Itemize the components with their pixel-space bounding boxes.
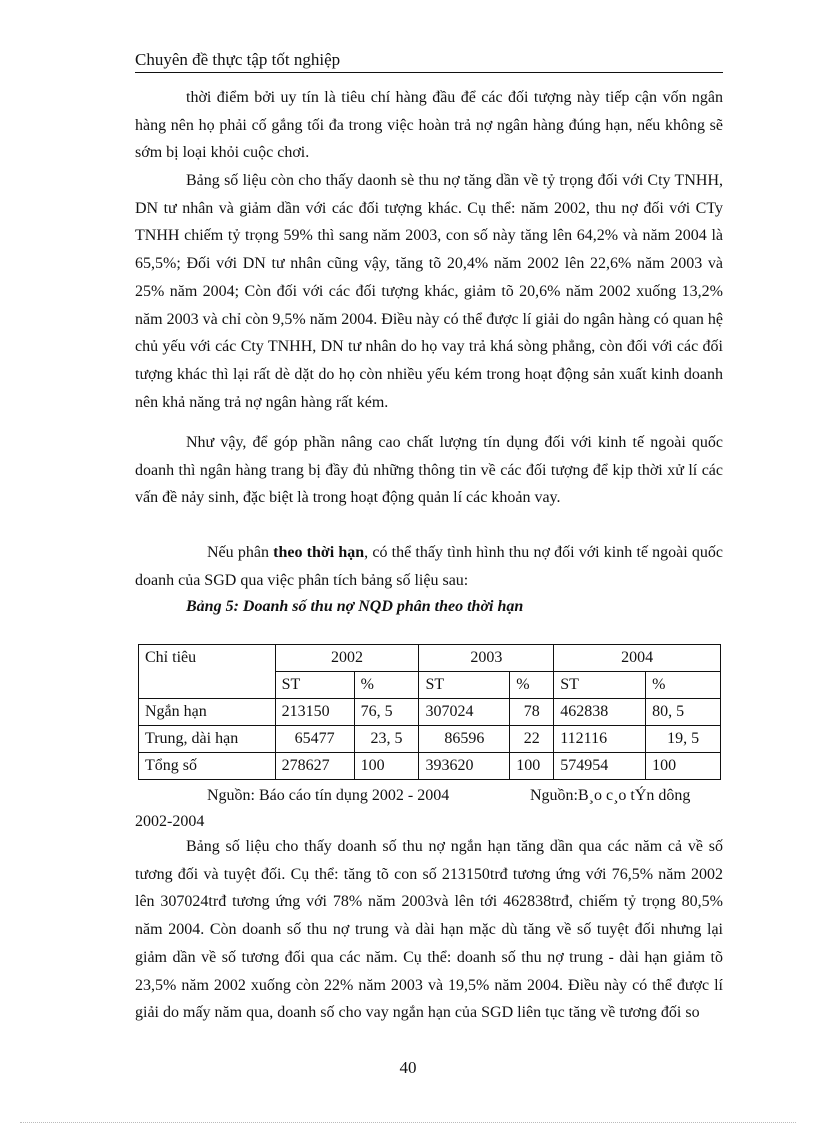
table-cell: 393620 (419, 753, 510, 780)
table-cell: 100 (646, 753, 721, 780)
table-cell: 213150 (275, 699, 354, 726)
paragraph-3: Như vậy, để góp phần nâng cao chất lượng tín dụng đối với kinh tế ngoài quốc doanh thì ngân hàng trang bị đầy đủ những thông tin về các đối tượng để kịp thời xử lí các vấn đề nảy sinh, đặc biệt là trong hoạt động quản lí các khoản vay. (135, 434, 723, 507)
table-cell: 307024 (419, 699, 510, 726)
table-cell: 19, 5 (646, 726, 721, 753)
source-text: Nguồn: Báo cáo tín dụng 2002 - 2004 (207, 787, 450, 804)
table-cell: 100 (510, 753, 554, 780)
table-cell: 574954 (554, 753, 646, 780)
data-table (138, 644, 721, 780)
table-cell: 23, 5 (354, 726, 419, 753)
table-cell: 112116 (554, 726, 646, 753)
paragraph-4-start: Nếu phân (207, 544, 274, 561)
subheader-st: ST (554, 672, 646, 699)
row-label: Trung, dài hạn (139, 726, 276, 753)
page-header (135, 49, 723, 73)
table-cell: 80, 5 (646, 699, 721, 726)
paragraph-4-bold: theo thời hạn (273, 544, 365, 561)
subheader-st: ST (275, 672, 354, 699)
table-row (139, 753, 721, 780)
year-2002-header: 2002 (275, 645, 419, 672)
paragraph-4 (135, 539, 723, 594)
paragraph-1: thời điểm bởi uy tín là tiêu chí hàng đầu để các đối tượng này tiếp cận vốn ngân hàng nên họ phải cố gắng tối đa trong việc hoàn trả nợ ngân hàng đúng hạn, nếu không sẽ sớm bị loại khỏi cuộc chơi. (135, 89, 723, 162)
subheader-percent: % (646, 672, 721, 699)
header-title: Chuyên đề thực tập tốt nghiệp (135, 50, 341, 69)
paragraph-2: Bảng số liệu còn cho thấy daonh sè thu nợ tăng dần về tỷ trọng đối với Cty TNHH, DN tư nhân và giảm dần với các đối tượng khác. Cụ thể: năm 2002, thu nợ đối với CTy TNHH chiếm tỷ trọng 59% thì sang năm 2003, con số này tăng lên 64,2% và năm 2004 là 65,5%; Đối với DN tư nhân cũng vậy, tăng tõ 20,4% năm 2002 lên 22,6% năm 2003 và 25% năm 2004; Còn đối với các đối tượng khác, giảm tõ 20,6% năm 2002 xuống 13,2% năm 2003 và chỉ còn 9,5% năm 2004. Điều này có thể được lí giải do ngân hàng có quan hệ chủ yếu với các Cty TNHH, DN tư nhân do họ vay trả khá sòng phẳng, còn đối với các đối tượng khác thì lại rất dè dặt do họ còn nhiều yếu kém trong hoạt động sản xuất kinh doanh nên khả năng trả nợ ngân hàng rất kém. (135, 172, 723, 411)
subheader-percent: % (354, 672, 419, 699)
table-cell: 65477 (275, 726, 354, 753)
row-label: Tổng số (139, 753, 276, 780)
table-row (139, 699, 721, 726)
year-2004-header: 2004 (554, 645, 721, 672)
paragraph-5: Bảng số liệu cho thấy doanh số thu nợ ngắn hạn tăng dần qua các năm cả về số tương đối và tuyệt đối. Cụ thể: tăng tõ con số 213150trđ tương ứng với 76,5% năm 2002 lên 307024trđ tương ứng với 78% năm 2003và lên tới 462838trđ, chiếm tỷ trọng 80,5% năm 2004. Còn doanh số thu nợ trung và dài hạn mặc dù tăng về số tuyệt đối nhưng lại giảm dần về số tương đối qua các năm. Cụ thể: doanh số thu nợ trung - dài hạn giảm tõ 23,5% năm 2002 xuống còn 22% năm 2003 và 19,5% năm 2004. Điều này có thể được lí giải do mấy năm qua, doanh số cho vay ngắn hạn của SGD liên tục tăng về tương đối so (135, 838, 723, 1022)
table-cell: 100 (354, 753, 419, 780)
subheader-st: ST (419, 672, 510, 699)
table-caption: Bảng 5: Doanh số thu nợ NQD phân theo thời hạn (186, 598, 524, 615)
table-header-row (139, 645, 721, 672)
table-cell: 86596 (419, 726, 510, 753)
table-cell: 22 (510, 726, 554, 753)
table-row (139, 726, 721, 753)
source-text-continued: 2002-2004 (135, 813, 205, 830)
year-2003-header: 2003 (419, 645, 554, 672)
table-cell: 78 (510, 699, 554, 726)
table-cell: 278627 (275, 753, 354, 780)
header-label-cell: Chỉ tiêu (139, 645, 276, 699)
row-label: Ngắn hạn (139, 699, 276, 726)
page-number: 40 (399, 1058, 417, 1077)
source-text-garbled: Nguồn:B¸o c¸o tÝn dông (530, 787, 691, 804)
paragraph-4-end: , có thể thấy tình hình thu nợ đối với kinh tế ngoài quốc doanh của SGD qua việc phân tích bảng số liệu sau: (135, 544, 724, 589)
table-cell: 76, 5 (354, 699, 419, 726)
subheader-percent: % (510, 672, 554, 699)
table-cell: 462838 (554, 699, 646, 726)
